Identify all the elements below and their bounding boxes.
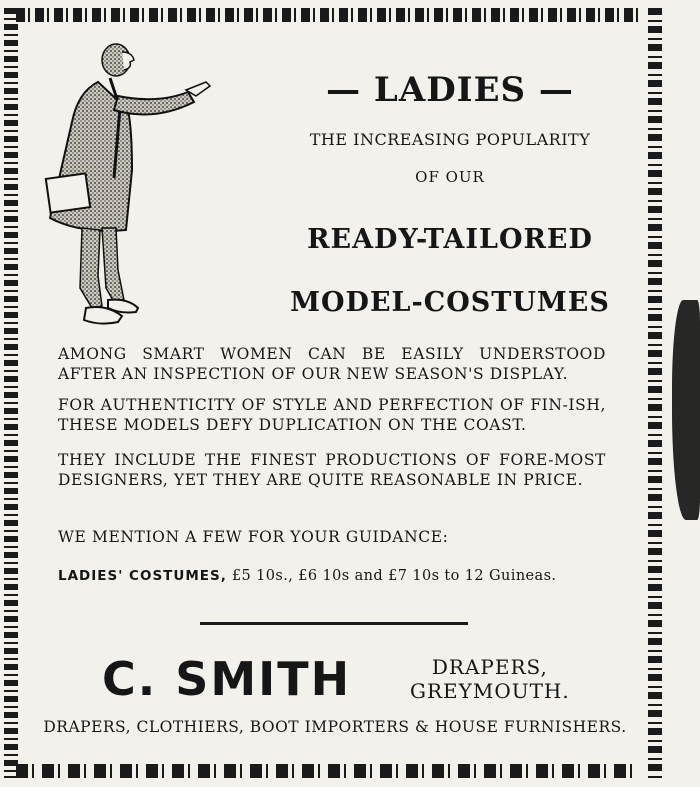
price-label: LADIES' COSTUMES, [58,568,227,584]
merchant-name: C. SMITH [102,652,352,706]
subheading-popularity: THE INCREASING POPULARITY [309,130,591,149]
subheading-of-our: OF OUR [415,168,485,186]
paragraph-authenticity: FOR AUTHENTICITY OF STYLE AND PERFECTION OF FIN-ISH, THESE MODELS DEFY DUPLICATION ON THE COAST. [58,396,606,434]
decorative-border-bottom [16,764,640,778]
paragraph-finest-productions: THEY INCLUDE THE FINEST PRODUCTIONS OF FORE-MOST DESIGNERS, YET THEY ARE QUITE REASONABLE IN PRICE. [58,451,606,489]
price-text: £5 10s., £6 10s and £7 10s to 12 Guineas. [231,568,557,584]
headline-ladies: — LADIES — [326,70,574,110]
decorative-border-top [16,8,640,22]
decorative-border-left [4,8,18,778]
product-model-costumes: MODEL-COSTUMES [290,287,610,318]
guidance-line: WE MENTION A FEW FOR YOUR GUIDANCE: [58,528,449,546]
merchant-address [410,655,570,703]
price-line [58,568,556,584]
merchant-trade: DRAPERS, [431,655,548,679]
merchant-town: GREYMOUTH. [410,679,570,703]
paragraph-smart-women: AMONG SMART WOMEN CAN BE EASILY UNDERSTOOD AFTER AN INSPECTION OF OUR NEW SEASON'S DISPLAY. [58,345,606,383]
divider-rule [200,622,468,625]
ink-blot [672,300,700,520]
pointing-gentleman-illustration [26,38,226,338]
decorative-border-right [648,8,662,778]
footer-trades: DRAPERS, CLOTHIERS, BOOT IMPORTERS & HOUSE FURNISHERS. [43,718,627,736]
product-ready-tailored: READY-TAILORED [307,224,593,255]
